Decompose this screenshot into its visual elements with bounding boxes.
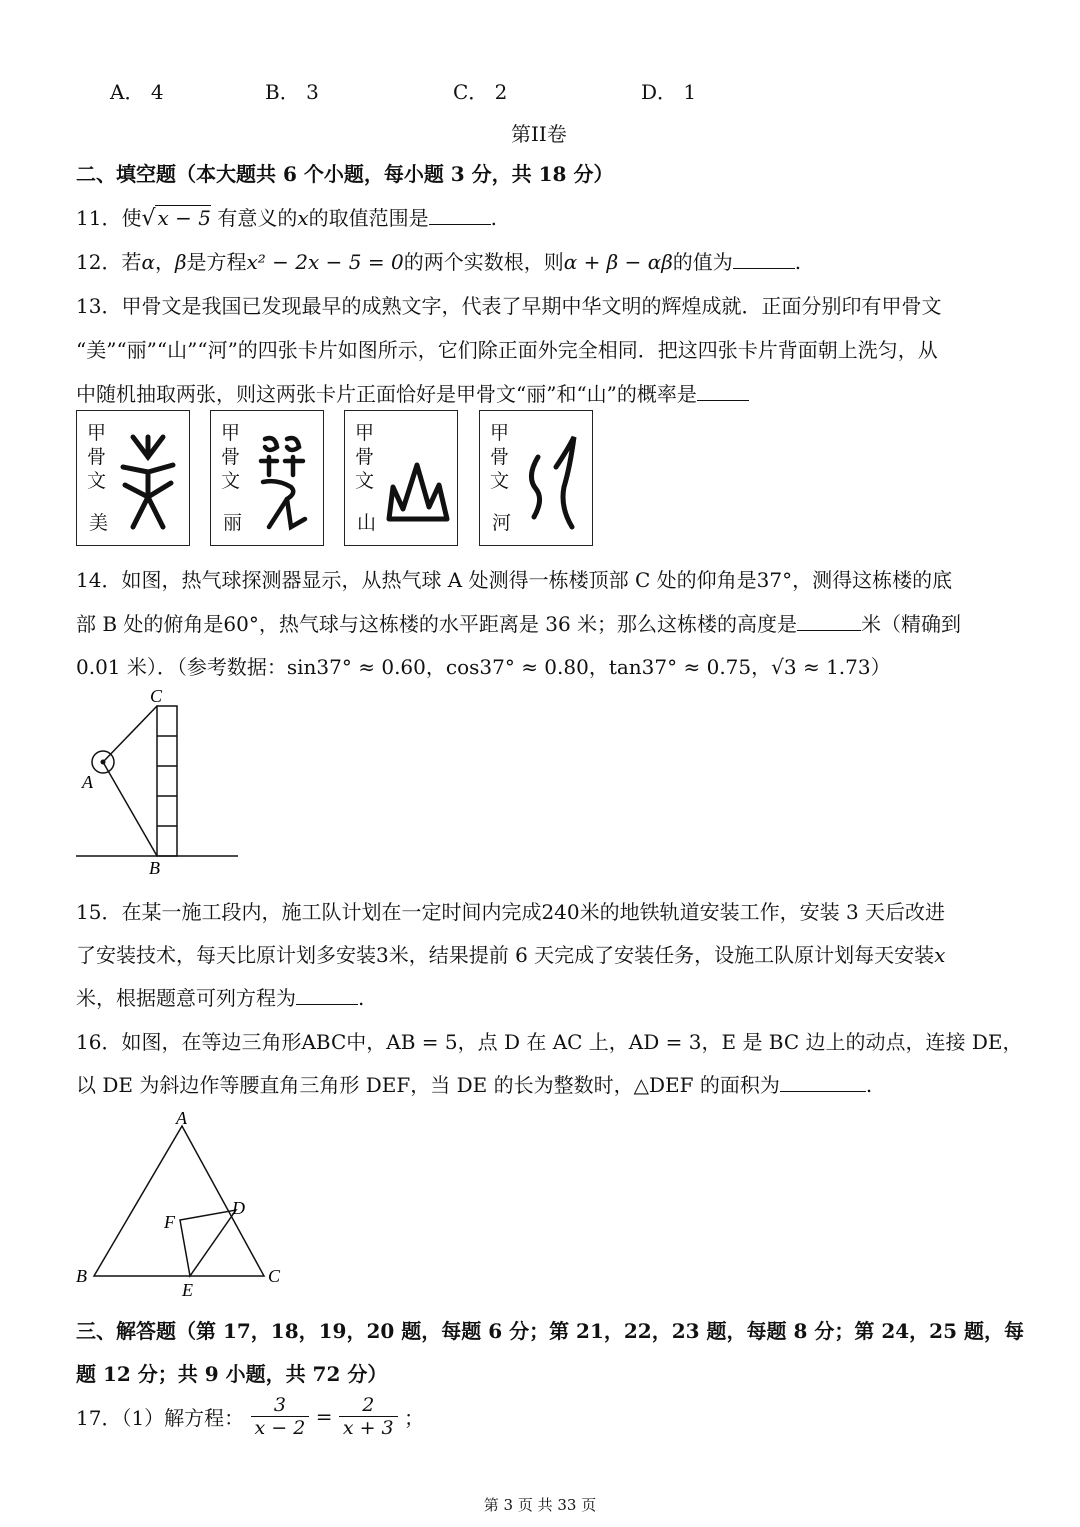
oracle-he-glyph xyxy=(516,427,586,537)
label-b: B xyxy=(149,858,160,878)
card-name: 美 xyxy=(89,512,109,534)
choice-d: D． 1 xyxy=(641,80,697,104)
section3-heading-line2: 题 12 分；共 9 小题，共 72 分） xyxy=(76,1362,388,1386)
question-13-line1: 13．甲骨文是我国已发现最早的成熟文字，代表了早期中华文明的辉煌成就．正面分别印有甲骨文 xyxy=(76,294,942,318)
sight-line-b xyxy=(103,762,157,856)
oracle-mei-glyph xyxy=(113,427,183,537)
question-15-line2: 了安装技术，每天比原计划多安装3米，结果提前 6 天完成了安装任务，设施工队原计划每天安装x xyxy=(76,943,946,967)
label-a: A xyxy=(176,1108,187,1128)
card-li xyxy=(210,410,324,546)
question-11: 11．使√ x − 5 有意义的x的取值范围是 . xyxy=(76,206,497,231)
question-14-line3: 0.01 米）．（参考数据：sin37° ≈ 0.60，cos37° ≈ 0.80，tan37° ≈ 0.75，√3 ≈ 1.73） xyxy=(76,655,891,679)
question-13-line3: 中随机抽取两张，则这两张卡片正面恰好是甲骨文“丽”和“山”的概率是 xyxy=(76,378,749,407)
card-name: 丽 xyxy=(223,512,243,534)
card-shan xyxy=(344,410,458,546)
answer-blank[interactable] xyxy=(296,986,358,1005)
answer-blank[interactable] xyxy=(733,250,795,269)
question-15-line3: 米，根据题意可列方程为 . xyxy=(76,986,365,1010)
oracle-shan-glyph xyxy=(381,427,457,537)
label-c: C xyxy=(268,1266,281,1286)
card-name: 河 xyxy=(492,512,512,534)
answer-blank[interactable] xyxy=(697,382,749,401)
label-a: A xyxy=(82,772,93,792)
question-13-line2: “美”“丽”“山”“河”的四张卡片如图所示，它们除正面外完全相同．把这四张卡片背面朝上洗匀，从 xyxy=(76,338,938,362)
figure-balloon-building xyxy=(70,684,250,880)
page-footer: 第 3 页 共 33 页 xyxy=(483,1496,597,1514)
sight-line-c xyxy=(103,706,157,762)
card-label: 甲骨文 xyxy=(490,422,510,492)
label-d: D xyxy=(232,1198,245,1218)
answer-blank[interactable] xyxy=(797,612,861,631)
question-12: 12．若α，β是方程x² − 2x − 5 = 0的两个实数根，则α + β − αβ的值为 . xyxy=(76,250,802,274)
choice-b: B． 3 xyxy=(265,80,319,104)
figure-equilateral-triangle xyxy=(70,1104,300,1300)
section-title: 第II卷 xyxy=(511,122,567,146)
card-mei xyxy=(76,410,190,546)
label-c: C xyxy=(150,686,163,706)
question-15-line1: 15．在某一施工段内，施工队计划在一定时间内完成240米的地铁轨道安装工作，安装 3 天后改进 xyxy=(76,900,946,924)
choice-c: C． 2 xyxy=(453,80,508,104)
fraction-left: $\frac{3}{x - 2}$ xyxy=(251,1394,310,1439)
card-he xyxy=(479,410,593,546)
question-17: 17．（1）解方程： $\frac{3}{x - 2}$ = $\frac{2}{x + 3}$ ； xyxy=(76,1394,425,1439)
label-e: E xyxy=(182,1280,193,1300)
card-name: 山 xyxy=(357,512,377,534)
triangle-def xyxy=(180,1210,236,1276)
question-14-line1: 14．如图，热气球探测器显示，从热气球 A 处测得一栋楼顶部 C 处的仰角是37°，测得这栋楼的底 xyxy=(76,568,953,592)
card-label: 甲骨文 xyxy=(221,422,241,492)
section2-heading: 二、填空题（本大题共 6 个小题，每小题 3 分，共 18 分） xyxy=(76,162,614,186)
question-16-line1: 16．如图，在等边三角形ABC中，AB = 5，点 D 在 AC 上，AD = 3，E 是 BC 边上的动点，连接 DE， xyxy=(76,1030,1023,1054)
card-label: 甲骨文 xyxy=(355,422,375,492)
fraction-right: $\frac{2}{x + 3}$ xyxy=(339,1394,398,1439)
choice-a: A． 4 xyxy=(110,80,164,104)
oracle-li-glyph xyxy=(247,427,317,537)
answer-blank[interactable] xyxy=(429,206,491,225)
label-b: B xyxy=(76,1266,87,1286)
answer-blank[interactable] xyxy=(780,1073,866,1092)
section3-heading-line1: 三、解答题（第 17，18，19，20 题，每题 6 分；第 21，22，23 题，每题 8 分；第 24，25 题，每 xyxy=(76,1319,1024,1343)
card-label: 甲骨文 xyxy=(87,422,107,492)
label-f: F xyxy=(164,1212,175,1232)
question-16-line2: 以 DE 为斜边作等腰直角三角形 DEF，当 DE 的长为整数时，△DEF 的面积为 . xyxy=(76,1073,873,1097)
question-14-line2: 部 B 处的俯角是60°，热气球与这栋楼的水平距离是 36 米；那么这栋楼的高度是 米（精确到 xyxy=(76,612,962,636)
building xyxy=(157,706,177,856)
